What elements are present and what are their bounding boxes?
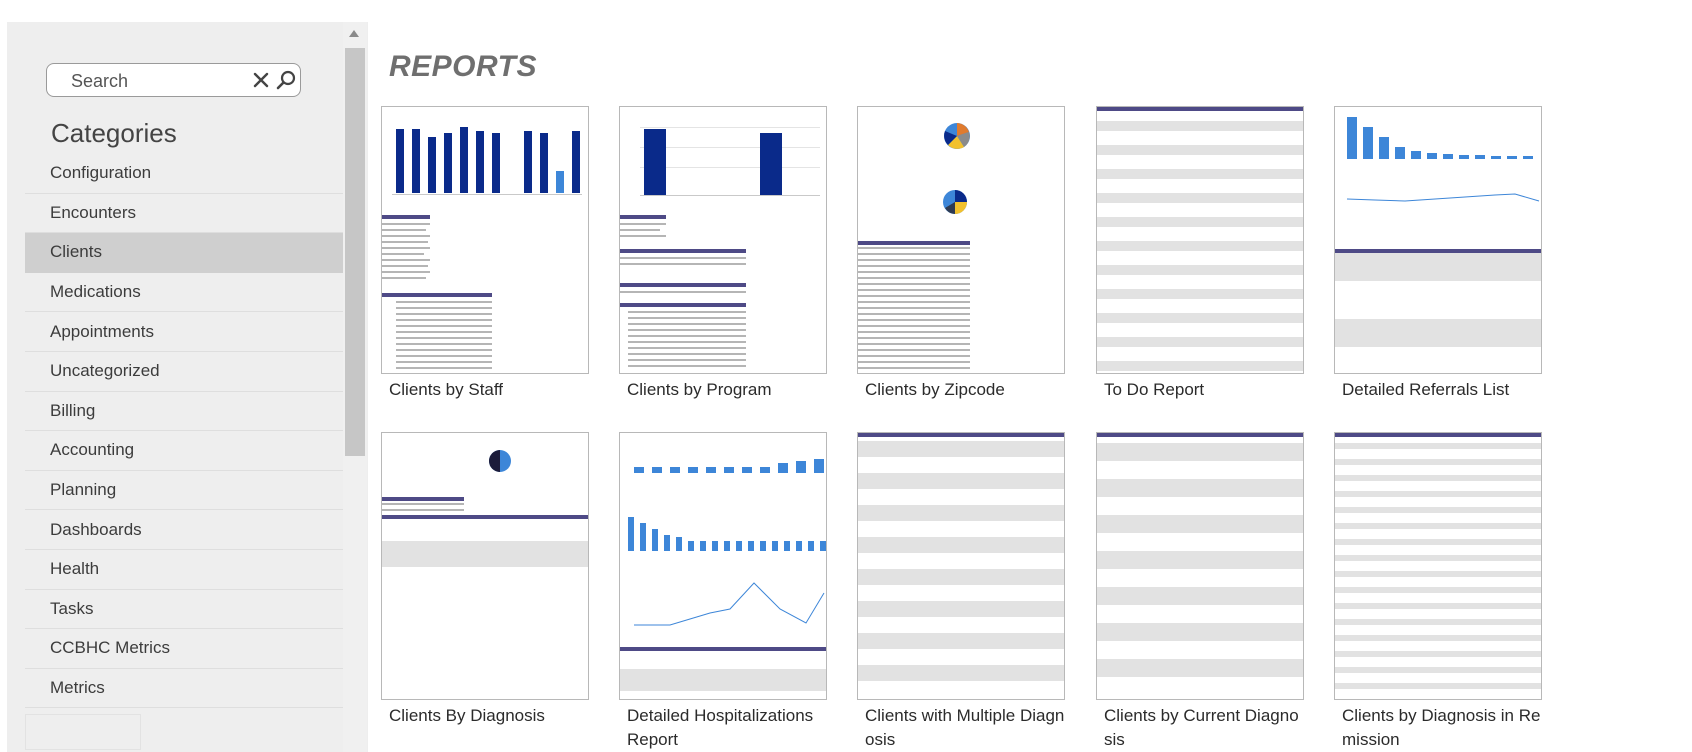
report-title[interactable]: Clients by Program [627, 380, 772, 399]
report-title[interactable]: Detailed Referrals List [1342, 380, 1510, 399]
category-appointments[interactable]: Appointments [25, 312, 343, 352]
report-thumbnail [619, 432, 827, 700]
clear-icon[interactable] [251, 70, 271, 90]
report-tile-clients-by-zipcode[interactable] [857, 106, 1067, 402]
report-tile-clients-by-diagnosis-in-remission[interactable] [1334, 432, 1544, 752]
report-tile-clients-by-current-diagnosis[interactable] [1096, 432, 1306, 752]
report-thumbnail [381, 106, 589, 374]
category-encounters[interactable]: Encounters [25, 194, 343, 234]
category-billing[interactable]: Billing [25, 392, 343, 432]
category-list [25, 154, 343, 708]
search-input[interactable] [71, 70, 251, 92]
category-medications[interactable]: Medications [25, 273, 343, 313]
category-accounting[interactable]: Accounting [25, 431, 343, 471]
report-thumbnail [1334, 432, 1542, 700]
category-ccbhc-metrics[interactable]: CCBHC Metrics [25, 629, 343, 669]
search-icon[interactable] [275, 69, 297, 91]
page-title: REPORTS [389, 50, 537, 83]
report-title[interactable]: Clients by Current Diagnosis [1104, 706, 1299, 749]
category-list-overflow [25, 714, 141, 750]
report-tile-clients-by-staff[interactable] [381, 106, 591, 402]
category-tasks[interactable]: Tasks [25, 590, 343, 630]
report-tile-clients-with-multiple-diagnosis[interactable] [857, 432, 1067, 752]
category-clients[interactable]: Clients [25, 233, 343, 273]
category-configuration[interactable]: Configuration [25, 154, 343, 194]
report-title[interactable]: Clients with Multiple Diagnosis [865, 706, 1065, 749]
sidebar-scrollbar[interactable] [343, 22, 367, 752]
report-title[interactable]: Clients by Zipcode [865, 380, 1005, 399]
report-tile-detailed-hospitalizations-report[interactable] [619, 432, 829, 752]
category-dashboards[interactable]: Dashboards [25, 510, 343, 550]
report-tile-clients-by-diagnosis[interactable] [381, 432, 591, 728]
report-thumbnail [857, 106, 1065, 374]
report-title[interactable]: Clients by Staff [389, 380, 504, 399]
report-title[interactable]: Clients By Diagnosis [389, 706, 545, 725]
report-thumbnail [1096, 106, 1304, 374]
scroll-thumb[interactable] [345, 48, 365, 456]
search-box[interactable] [46, 63, 301, 97]
category-metrics[interactable]: Metrics [25, 669, 343, 709]
report-thumbnail [857, 432, 1065, 700]
report-tile-clients-by-program[interactable] [619, 106, 829, 402]
categories-title: Categories [51, 118, 177, 148]
category-health[interactable]: Health [25, 550, 343, 590]
report-thumbnail [381, 432, 589, 700]
report-tile-to-do-report[interactable] [1096, 106, 1306, 402]
scroll-up-arrow-icon[interactable] [349, 30, 359, 37]
report-thumbnail [1096, 432, 1304, 700]
report-title[interactable]: Clients by Diagnosis in Remission [1342, 706, 1541, 749]
report-thumbnail [1334, 106, 1542, 374]
category-planning[interactable]: Planning [25, 471, 343, 511]
report-title[interactable]: Detailed Hospitalizations Report [627, 706, 814, 749]
report-tile-detailed-referrals-list[interactable] [1334, 106, 1544, 402]
category-uncategorized[interactable]: Uncategorized [25, 352, 343, 392]
report-title[interactable]: To Do Report [1104, 380, 1205, 399]
report-thumbnail [619, 106, 827, 374]
